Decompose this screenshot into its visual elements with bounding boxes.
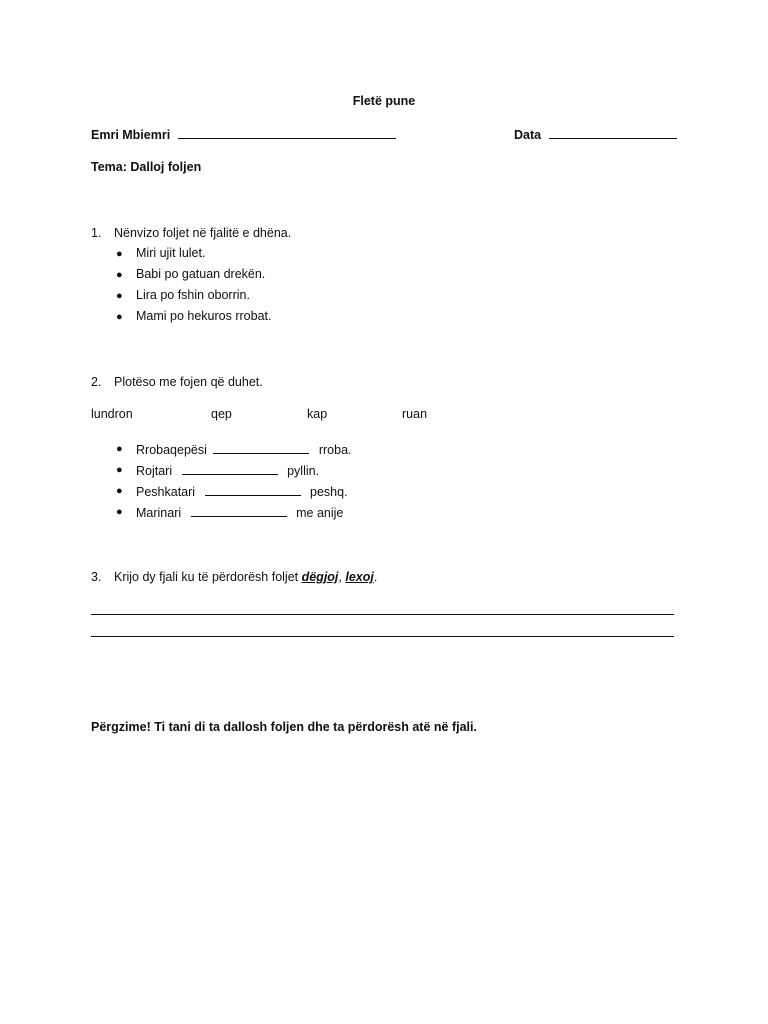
name-label: Emri Mbiemri (91, 128, 171, 142)
verb-highlight: dëgjoj (301, 570, 339, 584)
closing-message: Përgzime! Ti tani di ta dallosh foljen dhe ta përdorësh atë në fjali. (91, 720, 477, 734)
date-label: Data (514, 128, 542, 142)
list-item: Lira po fshin oborrin. (136, 288, 250, 302)
sentence-start: Peshkatari (136, 485, 196, 499)
bullet-icon: ● (116, 506, 123, 518)
name-field-row (91, 126, 396, 142)
bullet-icon: ● (116, 248, 123, 260)
sentence-end: pyllin. (287, 464, 320, 478)
exercise-1-number: 1. (91, 226, 102, 240)
exercise-2-number: 2. (91, 375, 102, 389)
sentence-end: me anije (296, 506, 344, 520)
exercise-3-instruction (114, 570, 377, 584)
bullet-icon: ● (116, 464, 123, 476)
instruction-end: . (373, 570, 378, 584)
answer-line[interactable] (91, 636, 674, 637)
list-item (136, 441, 352, 457)
sentence-start: Rojtari (136, 464, 173, 478)
list-item (136, 462, 319, 478)
exercise-2-instruction: Plotëso me fojen që duhet. (114, 375, 263, 389)
list-item: Babi po gatuan drekën. (136, 267, 266, 281)
list-item: Mami po hekuros rrobat. (136, 309, 272, 323)
sentence-end: rroba. (318, 443, 352, 457)
answer-blank-line[interactable] (213, 441, 309, 454)
word-bank-item: lundron (91, 407, 133, 421)
exercise-1-instruction: Nënvizo foljet në fjalitë e dhëna. (114, 226, 292, 240)
list-item (136, 483, 348, 499)
bullet-icon: ● (116, 269, 123, 281)
bullet-icon: ● (116, 485, 123, 497)
list-item (136, 504, 343, 520)
sentence-start: Rrobaqepësi (136, 443, 207, 457)
date-blank-line[interactable] (549, 126, 677, 139)
sentence-end: peshq. (310, 485, 348, 499)
exercise-3-number: 3. (91, 570, 102, 584)
separator-text: , (338, 570, 346, 584)
answer-blank-line[interactable] (205, 483, 301, 496)
page-title: Fletë pune (352, 94, 416, 108)
word-bank-item: ruan (402, 407, 428, 421)
answer-blank-line[interactable] (191, 504, 287, 517)
date-field-row (514, 126, 677, 142)
name-blank-line[interactable] (178, 126, 396, 139)
sentence-start: Marinari (136, 506, 182, 520)
list-item: Miri ujit lulet. (136, 246, 206, 260)
bullet-icon: ● (116, 290, 123, 302)
word-bank-item: kap (307, 407, 328, 421)
bullet-icon: ● (116, 311, 123, 323)
verb-highlight: lexoj (345, 570, 374, 584)
instruction-text: Krijo dy fjali ku të përdorësh foljet (114, 570, 302, 584)
answer-line[interactable] (91, 614, 674, 615)
topic-heading: Tema: Dalloj foljen (91, 160, 202, 174)
bullet-icon: ● (116, 443, 123, 455)
answer-blank-line[interactable] (182, 462, 278, 475)
word-bank-item: qep (211, 407, 232, 421)
